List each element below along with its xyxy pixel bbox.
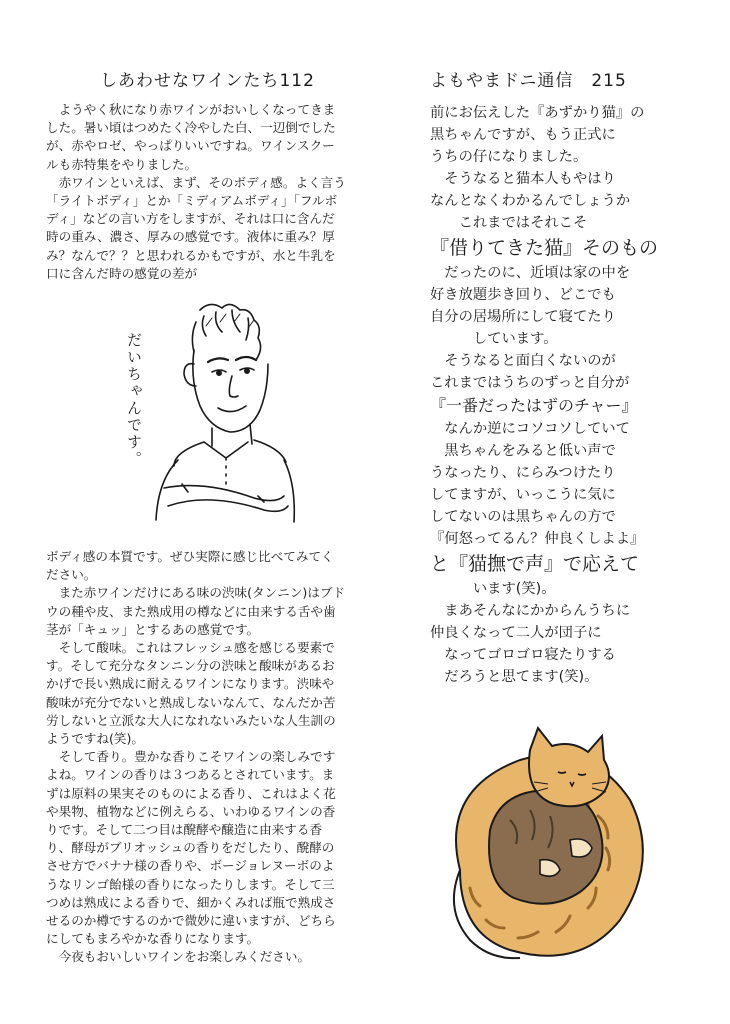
portrait-caption: だいちゃんです。 [125, 332, 143, 468]
wine-column-title: しあわせなワインたち112 [100, 71, 315, 91]
newsletter-handwritten-text [430, 102, 710, 688]
text-line: してないのは黒ちゃんの方で [430, 509, 616, 525]
text-line: 前にお伝えした『あずかり猫』の [430, 105, 645, 121]
paragraph: そして香り。豊かな香りこそワインの楽しみですよね。ワインの香りは３つあるとされています。まずは原料の果実そのものによる香り、これはよく花や果物、植物などに例えらる、いわゆるワインの香りです。そして二つ目は醗酵や醸造に由来する香り、酵母がブリオッシュの香りをだしたり、醗酵のさせ方でバナナ様の香りや、ボージョレヌーボのようなリンゴ飴様の香りになったりします。そして三つめは熟成による香りで、細かくみれば瓶で熟成させるのか樽でするのかで微妙に違いますが、どちらにしてもまろやかな香りになります。 [46, 749, 336, 947]
paragraph: また赤ワインだけにある味の渋味(タンニン)はブドウの種や皮、また熟成用の樽などに由来する舌や歯茎が「キュッ」とするあの感覚です。 [46, 585, 346, 637]
text-line-emphasis: と『猫撫で声』で応えて [430, 553, 640, 575]
paragraph: 赤ワインといえば、まず、そのボディ感。よく言う「ライトボディ」とか「ミディアムボディ」「フルボディ」などの言い方をしますが、それは口に含んだ時の重み、濃さ、厚みの感覚です。液体に重み？厚み？なんで？？と思われるかもですが、水と牛乳を口に含んだ時の感覚の差が [46, 174, 346, 281]
text-line: なってゴロゴロ寝たりする [430, 647, 616, 663]
text-line: なんか逆にコソコソしていて [430, 421, 630, 437]
text-line: してますが、いっこうに気に [430, 487, 616, 503]
text-line: これまではそれこそ [430, 215, 588, 231]
text-line: これまではうちのずっと自分が [430, 375, 630, 391]
text-line: 仲良くなって二人が団子に [430, 625, 602, 641]
text-line: そうなると面白くないのが [430, 353, 616, 369]
text-line: 自分の居場所にして寝てたり [430, 309, 616, 325]
text-line: 好き放題歩き回り、どこでも [430, 287, 616, 303]
text-line: 黒ちゃんですが、もう正式に [430, 127, 616, 143]
text-line: しています。 [430, 331, 558, 347]
wine-column-top-text [46, 101, 346, 283]
text-line: うなったり、にらみつけたり [430, 465, 616, 481]
text-line: 『何怒ってるん？仲良くしよよ』 [430, 531, 645, 547]
text-line-emphasis: 『一番だったはずのチャー』 [430, 396, 638, 415]
text-line: なんとなくわかるんでしょうか [430, 193, 631, 209]
orange-cat-head [529, 728, 609, 806]
text-line: そうなると猫本人もやはり [430, 171, 616, 187]
text-line: だったのに、近頃は家の中を [430, 265, 631, 281]
paragraph: そして酸味。これはフレッシュ感を感じる要素です。そして充分なタンニン分の渋味と酸味があるおかげで長い熟成に耐えるワインになります。渋味や酸味が充分でないと熟成しないなんて、なんだか苦労しないと立派な大人になれないみたいな人生訓のようですね(笑)。 [46, 640, 336, 747]
portrait-illustration [108, 292, 298, 532]
text-line: だろうと思てます(笑)。 [430, 669, 599, 685]
wine-column-bottom-text [46, 548, 346, 967]
text-line: 黒ちゃんをみると低い声で [430, 443, 616, 459]
text-line: うちの仔になりました。 [430, 149, 588, 165]
paragraph: 今夜もおいしいワインをお楽しみください。 [58, 949, 311, 965]
newsletter-title: よもやまドニ通信 215 [430, 71, 627, 91]
text-line: まあそんなにかからんうちに [430, 603, 631, 619]
paragraph: ようやく秋になり赤ワインがおいしくなってきました。暑い頃はつめたく冷やした白、一辺倒でしたが、赤やロゼ、やっぱりいいですね。ワインスクールも赤特集をやりました。 [46, 102, 336, 172]
text-line-emphasis: 『借りてきた猫』そのもの [430, 237, 659, 259]
text-line: います(笑)。 [430, 581, 556, 597]
sleeping-cats-illustration [420, 720, 650, 970]
paragraph: ボディ感の本質です。ぜひ実際に感じ比べてみてください。 [46, 549, 334, 583]
